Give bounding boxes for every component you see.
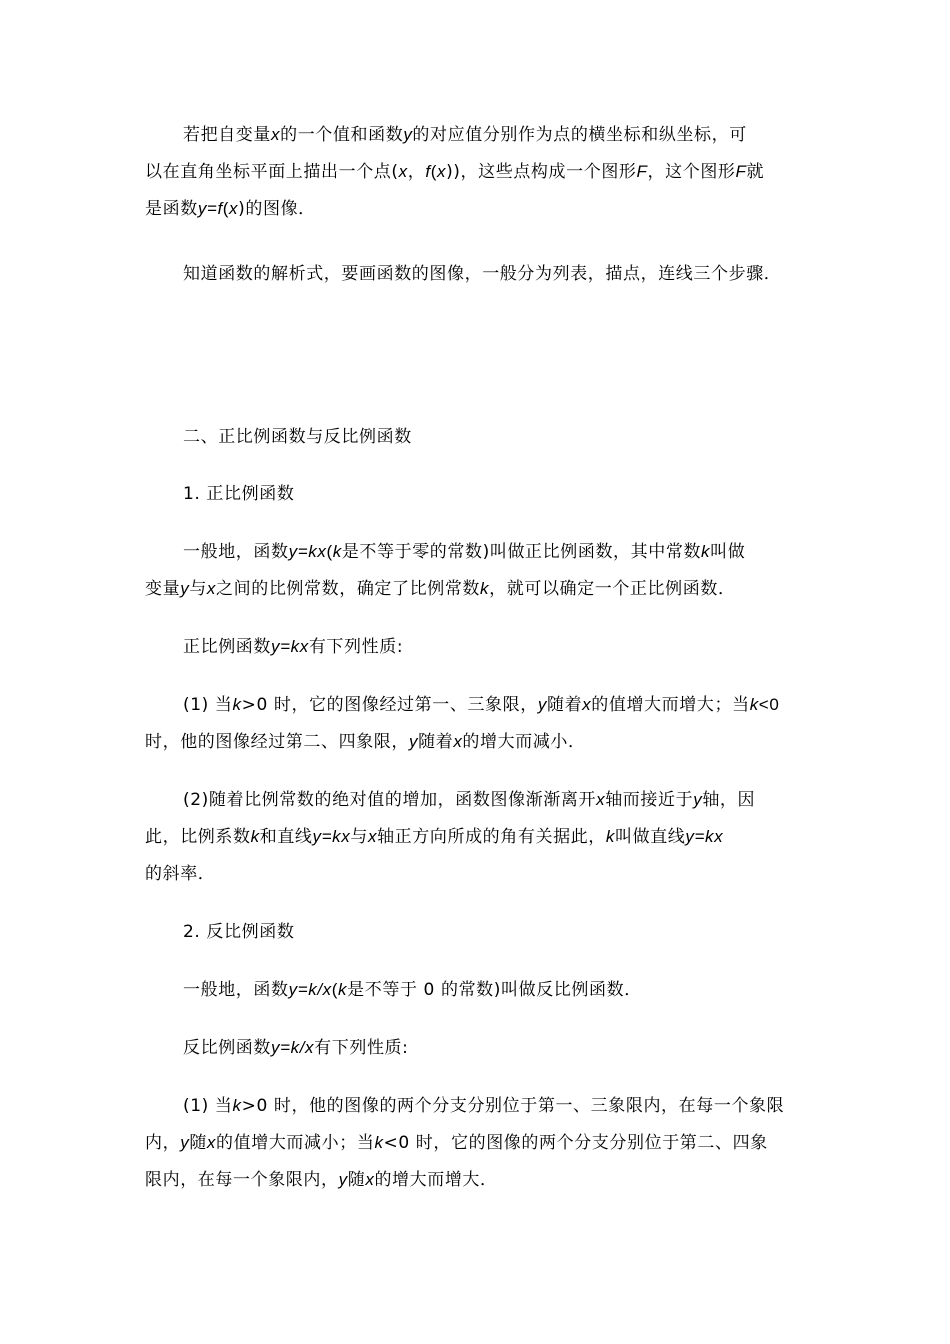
text: 2. 反比例函数	[183, 922, 295, 942]
text: 轴正方向所成的角有关据此，	[377, 827, 606, 847]
text: 变量	[145, 579, 181, 599]
text: 的对应值分别作为点的横坐标和纵坐标，可	[412, 125, 747, 145]
paragraph-direct-properties-intro	[183, 635, 403, 659]
text: (	[326, 542, 333, 561]
text: 是不等于零的常数)叫做正比例函数，其中常数	[341, 542, 702, 562]
text: 一般地，函数	[183, 980, 289, 1000]
text: 内，	[145, 1133, 181, 1153]
text: 的增大而减小．	[462, 732, 586, 752]
text: 轴而接近于	[605, 790, 694, 810]
math-var: k	[332, 542, 342, 561]
text: >0 时，它的图像经过第一、三象限，	[241, 695, 538, 715]
paragraph-graph-definition-line1	[183, 123, 747, 147]
math-var: k	[232, 695, 242, 714]
text: 的增大而增大．	[374, 1170, 498, 1190]
math-expression: y=kx	[271, 637, 309, 656]
math-var: y	[338, 1170, 348, 1189]
text: 之间的比例常数，确定了比例常数	[216, 579, 481, 599]
text: 反比例函数	[183, 1038, 271, 1058]
text: 正比例函数	[183, 637, 271, 657]
math-var: k	[480, 579, 490, 598]
math-var: y	[180, 579, 190, 598]
math-var: x	[206, 579, 217, 598]
text: 1. 正比例函数	[183, 484, 295, 504]
math-var: k	[701, 542, 711, 561]
math-var: y	[537, 695, 547, 714]
paragraph-direct-property2-line1	[183, 788, 755, 812]
text: ，	[407, 162, 426, 182]
text: 叫做直线	[615, 827, 686, 847]
text: (	[430, 162, 437, 181]
math-expression: y=f	[197, 199, 223, 218]
text: (	[331, 980, 339, 999]
text: ，这个图形	[647, 162, 736, 182]
text: 和直线	[259, 827, 313, 847]
math-var: x	[596, 790, 606, 809]
paragraph-inverse-property1-line1	[183, 1094, 784, 1118]
math-var: x	[229, 199, 239, 218]
text: 限内，在每一个象限内，	[145, 1170, 339, 1190]
text: (	[222, 199, 230, 218]
text: <0	[758, 695, 780, 714]
text: 就	[746, 162, 765, 182]
math-var: k	[232, 1096, 242, 1115]
text: 以在直角坐标平面上描出一个点(	[145, 162, 399, 182]
math-var: x	[436, 162, 447, 181]
text: 时，他的图像经过第二、四象限，	[145, 732, 409, 752]
math-var: F	[735, 162, 747, 181]
math-expression: y=k/x	[288, 980, 332, 999]
text: 有下列性质:	[308, 637, 404, 657]
text: 二、正比例函数与反比例函数	[183, 427, 412, 447]
text: 叫做	[710, 542, 746, 562]
text: 轴，因	[702, 790, 756, 810]
text: 随	[189, 1133, 207, 1153]
math-var: x	[453, 732, 463, 751]
math-var: F	[636, 162, 648, 181]
subheading-direct-proportion	[183, 482, 294, 506]
math-var: k	[374, 1133, 384, 1152]
text: (1) 当	[183, 695, 233, 715]
math-var: x	[398, 162, 408, 181]
text: 与	[350, 827, 368, 847]
math-var: x	[365, 1170, 375, 1189]
text: 随着	[546, 695, 583, 715]
text: 是函数	[145, 199, 198, 219]
text: (1) 当	[183, 1096, 233, 1116]
paragraph-direct-property1-line2	[145, 730, 586, 754]
math-var: x	[582, 695, 592, 714]
text: 有下列性质:	[314, 1038, 409, 1058]
text: 的一个值和函数	[280, 125, 404, 145]
paragraph-inverse-definition	[183, 978, 642, 1002]
text: 此，比例系数	[145, 827, 251, 847]
text: (2)随着比例常数的绝对值的增加，函数图像渐渐离开	[183, 790, 597, 810]
paragraph-graph-definition-line3	[145, 197, 316, 221]
paragraph-direct-property2-line2	[145, 825, 723, 849]
math-var: x	[367, 827, 378, 846]
text: ，就可以确定一个正比例函数．	[489, 579, 736, 599]
subheading-inverse-proportion	[183, 920, 294, 944]
text: 的斜率．	[145, 864, 216, 884]
math-var: k	[338, 980, 348, 999]
math-var: x	[206, 1133, 217, 1152]
math-var: k	[250, 827, 260, 846]
paragraph-direct-property1-line1	[183, 693, 779, 717]
text: )的图像．	[238, 199, 316, 219]
text: 与	[189, 579, 207, 599]
text: 知道函数的解析式，要画函数的图像，一般分为列表，描点，连线三个步骤．	[183, 264, 782, 284]
paragraph-inverse-properties-intro	[183, 1036, 408, 1060]
paragraph-drawing-steps	[183, 262, 781, 286]
text: 一般地，函数	[183, 542, 289, 562]
math-var: k	[605, 827, 615, 846]
paragraph-inverse-property1-line2	[145, 1131, 768, 1155]
text: 是不等于 0 的常数)叫做反比例函数．	[347, 980, 642, 1000]
text: 随	[347, 1170, 366, 1190]
section-heading	[183, 425, 412, 449]
math-var: f	[425, 162, 431, 181]
text: 的值增大而增大；当	[591, 695, 750, 715]
math-var: y	[180, 1133, 190, 1152]
text: <0 时，它的图像的两个分支分别位于第二、四象	[383, 1133, 768, 1153]
text: ))，这些点构成一个图形	[446, 162, 637, 182]
text: >0 时，他的图像的两个分支分别位于第一、三象限内，在每一个象限	[241, 1096, 785, 1116]
paragraph-direct-property2-line3	[145, 862, 215, 886]
paragraph-graph-definition-line2	[145, 160, 764, 184]
math-var: y	[409, 732, 419, 751]
paragraph-direct-definition-line1	[183, 540, 745, 564]
math-expression: y=kx	[685, 827, 724, 846]
math-var: x	[271, 125, 281, 144]
text: 若把自变量	[183, 125, 271, 145]
math-expression: y=k/x	[271, 1038, 315, 1057]
text: 的值增大而减小；当	[216, 1133, 375, 1153]
math-var: y	[403, 125, 413, 144]
paragraph-inverse-property1-line3	[145, 1168, 498, 1192]
math-var: k	[749, 695, 759, 714]
math-expression: y=kx	[312, 827, 351, 846]
text: 随着	[418, 732, 454, 752]
math-var: y	[693, 790, 703, 809]
paragraph-direct-definition-line2	[145, 577, 736, 601]
math-expression: y=kx	[288, 542, 327, 561]
